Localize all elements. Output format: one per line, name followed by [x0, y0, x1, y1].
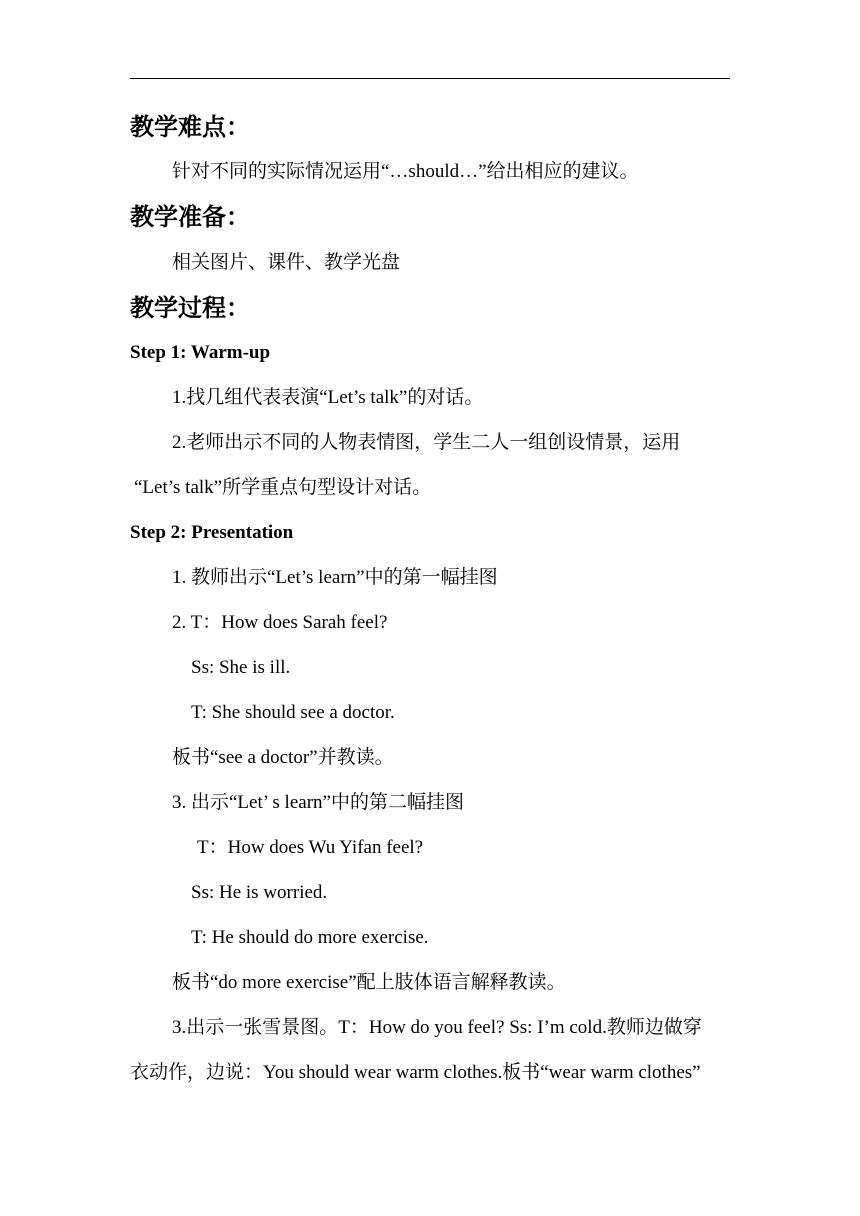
- step1-title: Step 1: Warm-up: [130, 342, 271, 363]
- step2-line: T：How does Wu Yifan feel?: [197, 837, 424, 858]
- step2-line: T: She should see a doctor.: [191, 702, 395, 723]
- step2-line: 衣动作，边说：You should wear warm clothes.板书“wear warm clothes”: [130, 1062, 701, 1083]
- step2-line: 3.出示一张雪景图。T：How do you feel? Ss: I’m cold.教师边做穿: [172, 1017, 702, 1038]
- header-rule: [130, 78, 730, 79]
- step2-title: Step 2: Presentation: [130, 522, 294, 543]
- step2-line: 板书“see a doctor”并教读。: [172, 747, 394, 768]
- step1-line: 1.找几组代表表演“Let’s talk”的对话。: [172, 387, 484, 408]
- step2-line: 3. 出示“Let’ s learn”中的第二幅挂图: [172, 792, 464, 813]
- step2-line: 2. T：How does Sarah feel?: [172, 612, 388, 633]
- step1-line: “Let’s talk”所学重点句型设计对话。: [134, 477, 432, 498]
- step2-line: Ss: He is worried.: [191, 882, 328, 903]
- step2-line: Ss: She is ill.: [191, 657, 291, 678]
- step2-line: 板书“do more exercise”配上肢体语言解释教读。: [172, 972, 566, 993]
- difficulty-heading: 教学难点：: [130, 113, 250, 141]
- preparation-text: 相关图片、课件、教学光盘: [172, 252, 401, 273]
- step1-line: 2.老师出示不同的人物表情图，学生二人一组创设情景，运用: [172, 432, 681, 453]
- step2-line: 1. 教师出示“Let’s learn”中的第一幅挂图: [172, 567, 498, 588]
- step2-line: T: He should do more exercise.: [191, 927, 429, 948]
- process-heading: 教学过程：: [130, 294, 250, 322]
- preparation-heading: 教学准备：: [130, 203, 250, 231]
- difficulty-text: 针对不同的实际情况运用“…should…”给出相应的建议。: [172, 161, 639, 182]
